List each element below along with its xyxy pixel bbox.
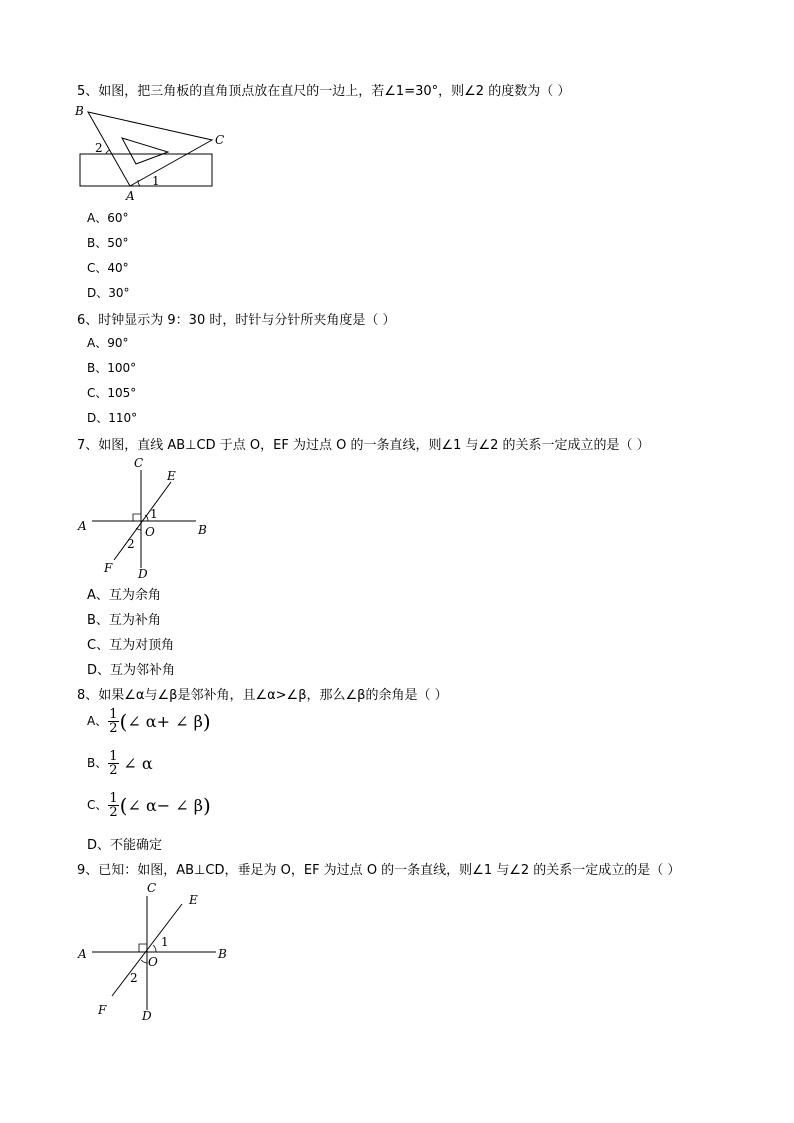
q9-figure xyxy=(74,878,234,1028)
q8-option-b-expr: ∠ α xyxy=(123,754,153,773)
q5-option-b[interactable]: B、50° xyxy=(87,236,129,250)
label-C: C xyxy=(134,456,144,470)
angle1-arc xyxy=(153,945,156,952)
ruler xyxy=(80,154,212,186)
label-B: B xyxy=(218,947,227,961)
label-D: D xyxy=(138,567,148,581)
q7-figure xyxy=(74,452,214,582)
label-F: F xyxy=(104,561,113,575)
label-D: D xyxy=(142,1009,152,1023)
label-E: E xyxy=(189,893,198,907)
label-A: A xyxy=(126,189,135,203)
q6-option-d[interactable]: D、110° xyxy=(87,411,138,425)
q8-option-a-prefix: A、 xyxy=(87,714,108,728)
label-2: 2 xyxy=(130,971,138,985)
q7-option-a[interactable]: A、互为余角 xyxy=(87,588,161,603)
q5-stem: 5、如图，把三角板的直角顶点放在直尺的一边上，若∠1=30°，则∠2 的度数为（ ） xyxy=(77,84,571,99)
q8-option-c[interactable]: C、 $\frac{1}{2}$ (∠ α− ∠ β) xyxy=(87,791,211,820)
right-angle-mark xyxy=(133,514,141,521)
q9-stem: 9、已知：如图，AB⊥CD，垂足为 O，EF 为过点 O 的一条直线，则∠1 与∠2 的关系一定成立的是（ ） xyxy=(77,863,681,878)
q5-option-a[interactable]: A、60° xyxy=(87,211,129,225)
label-A: A xyxy=(78,947,87,961)
q6-option-c[interactable]: C、105° xyxy=(87,386,137,400)
label-O: O xyxy=(145,525,155,539)
q8-option-b-prefix: B、 xyxy=(87,756,108,770)
label-2: 2 xyxy=(127,537,135,551)
label-O: O xyxy=(148,955,158,969)
q7-option-d[interactable]: D、互为邻补角 xyxy=(87,663,176,678)
q8-option-a-expr: ∠ α+ ∠ β xyxy=(127,712,203,731)
angle2-arc xyxy=(106,150,110,154)
q5-option-c[interactable]: C、40° xyxy=(87,261,129,275)
q6-option-a[interactable]: A、90° xyxy=(87,336,129,350)
angle2-arc xyxy=(141,960,147,963)
fraction-half: $\frac{1}{2}$ xyxy=(109,791,118,820)
label-2: 2 xyxy=(95,141,103,155)
fraction-half: $\frac{1}{2}$ xyxy=(109,749,118,778)
fraction-half: $\frac{1}{2}$ xyxy=(109,707,118,736)
label-C: C xyxy=(147,881,157,895)
q6-stem: 6、时钟显示为 9：30 时，时针与分针所夹角度是（ ） xyxy=(77,313,396,328)
q7-stem: 7、如图，直线 AB⊥CD 于点 O，EF 为过点 O 的一条直线，则∠1 与∠2 的关系一定成立的是（ ） xyxy=(77,438,650,453)
q8-option-c-prefix: C、 xyxy=(87,798,108,812)
label-F: F xyxy=(98,1003,107,1017)
label-C: C xyxy=(215,133,225,147)
label-E: E xyxy=(167,469,176,483)
label-B: B xyxy=(75,104,84,118)
label-1: 1 xyxy=(152,174,160,188)
label-1: 1 xyxy=(161,935,169,949)
q8-option-d[interactable]: D、不能确定 xyxy=(87,838,163,853)
q8-stem: 8、如果∠α与∠β是邻补角，且∠α>∠β，那么∠β的余角是（ ） xyxy=(77,688,448,703)
q8-option-a[interactable]: A、 $\frac{1}{2}$ (∠ α+ ∠ β) xyxy=(87,707,211,736)
q7-option-c[interactable]: C、互为对顶角 xyxy=(87,638,175,653)
label-A: A xyxy=(78,519,87,533)
q7-option-b[interactable]: B、互为补角 xyxy=(87,613,161,628)
q8-option-c-expr: ∠ α− ∠ β xyxy=(127,796,204,815)
q8-option-b[interactable] xyxy=(87,750,153,777)
triangle-outer xyxy=(88,112,212,186)
angle1-arc xyxy=(145,515,148,521)
q5-figure xyxy=(72,100,242,205)
label-1: 1 xyxy=(150,507,158,521)
q6-option-b[interactable]: B、100° xyxy=(87,361,137,375)
q5-option-d[interactable]: D、30° xyxy=(87,286,130,300)
label-B: B xyxy=(198,523,207,537)
triangle-inner xyxy=(122,138,168,164)
